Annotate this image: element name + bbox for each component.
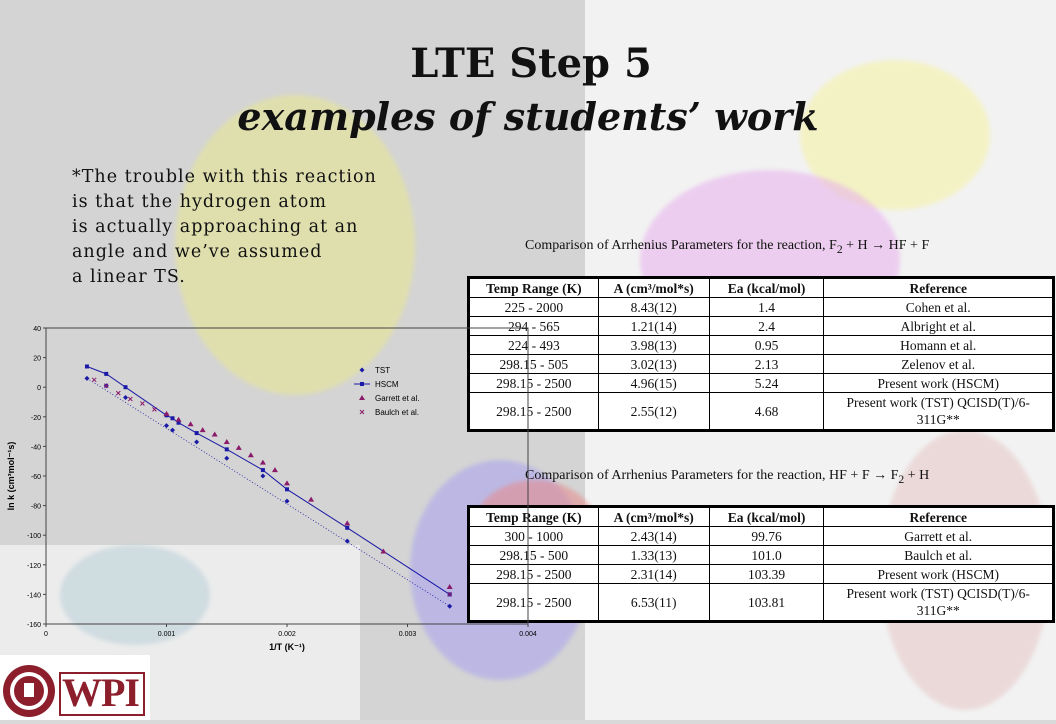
- table-cell: 6.53(11): [598, 584, 709, 621]
- table-cell: 1.4: [709, 298, 824, 317]
- table-cell: 2.4: [709, 317, 824, 336]
- y-tick-label: -160: [26, 622, 41, 629]
- column-header: Reference: [824, 508, 1053, 527]
- table-row: [470, 298, 1053, 317]
- note-line: angle and we’ve assumed: [72, 242, 323, 262]
- data-point: [447, 604, 452, 609]
- plot-area: [46, 328, 528, 624]
- caption-subscript: 2: [836, 242, 843, 256]
- x-tick-label: 0.003: [398, 631, 417, 638]
- column-header: Temp Range (K): [470, 508, 599, 527]
- data-point: [236, 445, 242, 450]
- wpi-logo: [0, 655, 150, 720]
- table-header-row: [470, 279, 1053, 298]
- data-point: [140, 401, 144, 405]
- data-point: [284, 480, 290, 485]
- data-point: [194, 439, 199, 444]
- data-point: [195, 431, 199, 435]
- y-tick-label: -60: [30, 474, 41, 481]
- data-point: [124, 385, 128, 389]
- table-cell: Homann et al.: [824, 336, 1053, 355]
- data-point: [447, 584, 453, 589]
- table-cell: 2.13: [709, 355, 824, 374]
- table-cell: 8.43(12): [598, 298, 709, 317]
- table-cell: 298.15 - 2500: [470, 584, 599, 621]
- y-tick-label: 40: [33, 326, 41, 333]
- data-point: [152, 407, 156, 411]
- data-point: [92, 378, 96, 382]
- slide-title: LTE Step 5: [410, 40, 652, 87]
- table-cell: 300 - 1000: [470, 527, 599, 546]
- data-point: [85, 364, 89, 368]
- note-line: *The trouble with this reaction: [72, 167, 377, 187]
- chart-svg: [0, 318, 560, 653]
- table-cell: Cohen et al.: [824, 298, 1053, 317]
- column-header: Temp Range (K): [470, 279, 599, 298]
- column-header: A (cm³/mol*s): [598, 279, 709, 298]
- x-tick-label: 0.004: [519, 631, 537, 638]
- data-point: [170, 428, 175, 433]
- table-cell: 4.96(15): [598, 374, 709, 393]
- data-point: [171, 416, 175, 420]
- note-text: [72, 165, 377, 290]
- data-point: [260, 474, 265, 479]
- x-tick-label: 0.001: [157, 631, 176, 638]
- table-cell: 298.15 - 2500: [470, 565, 599, 584]
- table-cell: Present work (TST) QCISD(T)/6-311G**: [824, 584, 1053, 621]
- table1-caption: [525, 238, 929, 256]
- data-point: [248, 452, 254, 457]
- table-cell: 0.95: [709, 336, 824, 355]
- table-cell: 298.15 - 500: [470, 546, 599, 565]
- caption-text: Comparison of Arrhenius Parameters for the reaction, F: [525, 238, 837, 253]
- data-point: [200, 427, 206, 432]
- y-tick-label: -40: [30, 444, 41, 452]
- data-point: [116, 391, 120, 395]
- x-tick-label: 0: [44, 631, 48, 638]
- legend-label: HSCM: [375, 380, 399, 389]
- x-tick-label: 0.002: [278, 631, 296, 638]
- data-point: [212, 432, 218, 437]
- table-cell: 5.24: [709, 374, 824, 393]
- data-point: [164, 423, 169, 428]
- y-tick-label: -140: [26, 592, 41, 600]
- table-cell: 101.0: [709, 546, 824, 565]
- caption-subscript: 2: [898, 472, 905, 486]
- slide-subtitle: examples of students’ work: [237, 94, 819, 139]
- data-point: [224, 456, 229, 461]
- table-cell: 225 - 2000: [470, 298, 599, 317]
- table-cell: 103.81: [709, 584, 824, 621]
- x-axis-label: 1/T (K⁻¹): [269, 642, 305, 652]
- data-point: [308, 497, 314, 502]
- data-point: [360, 368, 365, 373]
- note-line: is actually approaching at an: [72, 217, 359, 237]
- data-point: [261, 468, 265, 472]
- data-point: [176, 417, 182, 422]
- table-cell: 2.31(14): [598, 565, 709, 584]
- table-cell: Baulch et al.: [824, 546, 1053, 565]
- table-cell: 298.15 - 2500: [470, 374, 599, 393]
- y-tick-label: -100: [26, 533, 41, 541]
- data-point: [360, 410, 364, 414]
- table-cell: Present work (HSCM): [824, 374, 1053, 393]
- table-cell: Garrett et al.: [824, 527, 1053, 546]
- table-cell: 3.02(13): [598, 355, 709, 374]
- data-point: [345, 526, 349, 530]
- column-header: A (cm³/mol*s): [598, 508, 709, 527]
- y-tick-label: -20: [30, 414, 41, 422]
- data-point: [260, 460, 266, 465]
- table-cell: 298.15 - 2500: [470, 393, 599, 430]
- table-cell: 99.76: [709, 527, 824, 546]
- note-line: is that the hydrogen atom: [72, 192, 327, 212]
- y-axis-label: ln k (cm³mol⁻¹s): [6, 441, 16, 511]
- table-cell: 4.68: [709, 393, 824, 430]
- table-cell: 3.98(13): [598, 336, 709, 355]
- caption-text: + H → HF + F: [842, 238, 930, 253]
- data-point: [380, 548, 386, 553]
- table-cell: 298.15 - 505: [470, 355, 599, 374]
- data-point: [359, 395, 365, 400]
- y-tick-label: 0: [37, 385, 41, 393]
- caption-text: Comparison of Arrhenius Parameters for the reaction, HF + F → F: [525, 468, 899, 483]
- table-cell: 103.39: [709, 565, 824, 584]
- legend-label: Garrett et al.: [375, 394, 420, 403]
- y-tick-label: -80: [30, 503, 41, 511]
- wpi-wordmark: WPI: [62, 670, 139, 715]
- data-point: [128, 397, 132, 401]
- table-cell: Present work (TST) QCISD(T)/6-311G**: [824, 393, 1053, 430]
- data-point: [272, 467, 278, 472]
- data-point: [344, 520, 350, 525]
- table-cell: 2.55(12): [598, 393, 709, 430]
- table-cell: 2.43(14): [598, 527, 709, 546]
- legend-label: TST: [375, 366, 391, 375]
- table-cell: Zelenov et al.: [824, 355, 1053, 374]
- table-cell: 224 - 493: [470, 336, 599, 355]
- data-point: [188, 421, 194, 426]
- y-tick-label: -120: [26, 562, 41, 570]
- data-point: [123, 395, 128, 400]
- data-point: [224, 439, 230, 444]
- table-cell: Albright et al.: [824, 317, 1053, 336]
- table-cell: 294 - 565: [470, 317, 599, 336]
- table-cell: Present work (HSCM): [824, 565, 1053, 584]
- data-point: [360, 382, 364, 386]
- column-header: Ea (kcal/mol): [709, 279, 824, 298]
- legend-label: Baulch et al.: [375, 408, 420, 417]
- table-cell: 1.21(14): [598, 317, 709, 336]
- data-point: [225, 447, 229, 451]
- data-point: [104, 372, 108, 376]
- data-point: [285, 487, 289, 491]
- table2-caption: [525, 468, 929, 486]
- column-header: Ea (kcal/mol): [709, 508, 824, 527]
- column-header: Reference: [824, 279, 1053, 298]
- table-cell: 1.33(13): [598, 546, 709, 565]
- caption-text: + H: [904, 468, 930, 483]
- arrhenius-chart: [0, 318, 560, 653]
- data-point: [84, 376, 89, 381]
- note-line: a linear TS.: [72, 267, 186, 287]
- y-tick-label: 20: [33, 355, 41, 363]
